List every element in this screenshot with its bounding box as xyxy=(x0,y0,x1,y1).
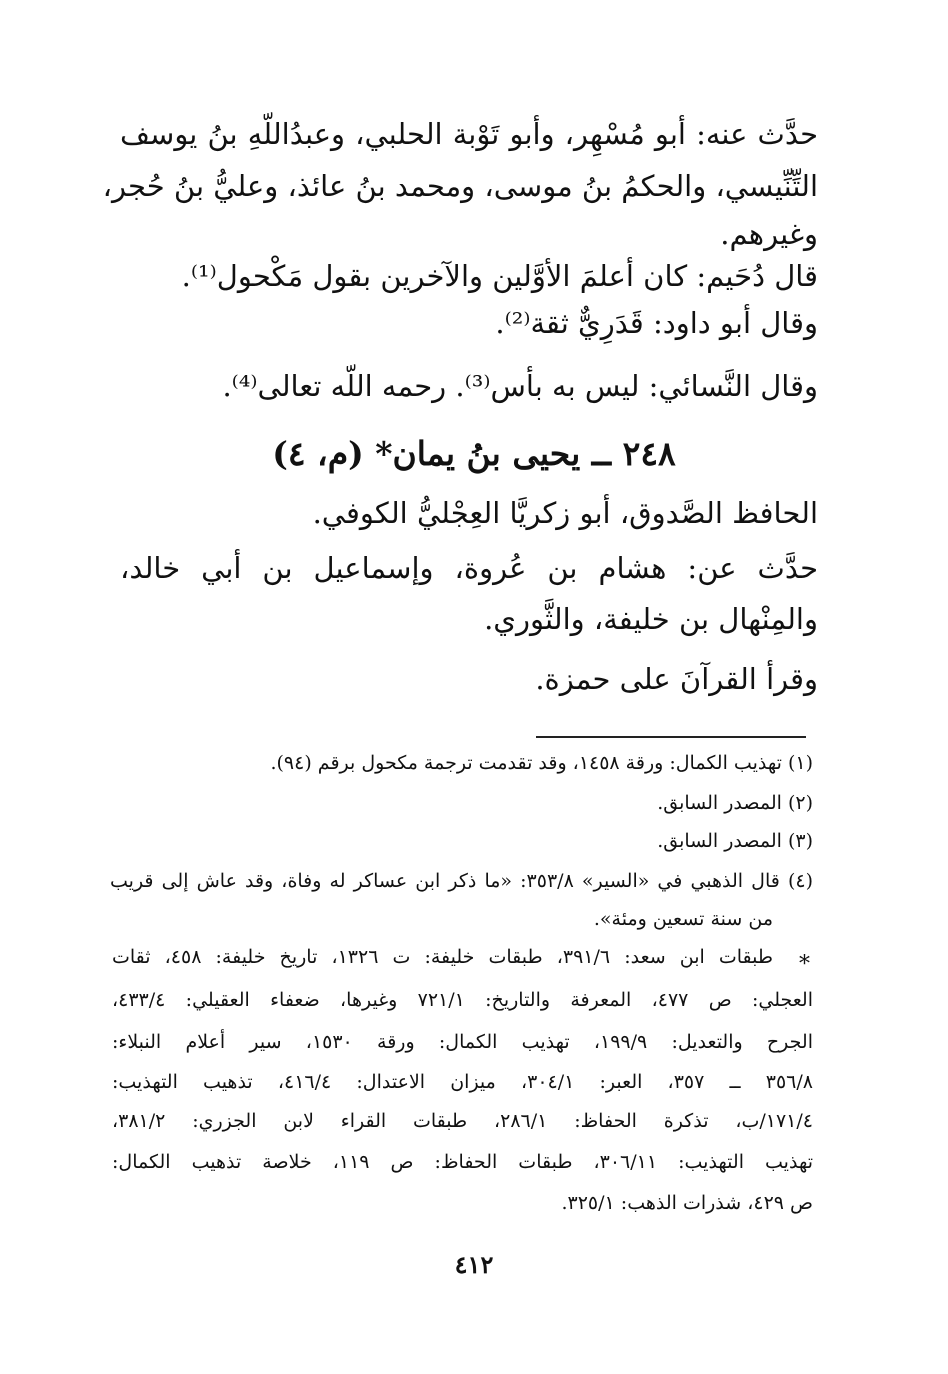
entry-line: وقرأ القرآنَ على حمزة. xyxy=(535,662,818,696)
sources-line xyxy=(112,985,813,1015)
footnote-text: تهذيب الكمال: ورقة ١٤٥٨، وقد تقدمت ترجمة مكحول برقم (٩٤). xyxy=(270,752,782,774)
footnote-4 xyxy=(110,866,813,896)
footnote-text: قال الذهبي في «السير» ٣٥٣/٨: «ما ذكر ابن عساكر له وفاة، وقد عاش إلى قريب xyxy=(110,870,780,892)
body-line: وقال أبو داود: قَدَرِيٌّ ثقة⁽²⁾. xyxy=(495,306,818,340)
sources-line xyxy=(112,1067,813,1097)
footnote-2 xyxy=(657,788,813,818)
sources-line xyxy=(112,942,773,972)
entry-line: الحافظ الصَّدوق، أبو زكريَّا العِجْليُّ الكوفي. xyxy=(312,496,818,530)
entry-line: حدَّث عن: هشام بن عُروة، وإسماعيل بن أبي خالد، xyxy=(120,551,818,585)
sources-text: ٣٥٦/٨ ــ ٣٥٧، العبر: ٣٠٤/١، ميزان الاعتدال: ٤١٦/٤، تذهيب التهذيب: xyxy=(112,1071,813,1093)
footnote-4-continuation: من سنة تسعين ومئة». xyxy=(593,908,773,930)
sources-line xyxy=(112,1106,813,1136)
sources-text: العجلي: ص ٤٧٧، المعرفة والتاريخ: ٧٢١/١ وغيرها، ضعفاء العقيلي: ٤٣٣/٤، xyxy=(112,989,813,1011)
sources-line xyxy=(112,1147,813,1177)
footnote-number: (٤) xyxy=(787,870,813,892)
sources-line xyxy=(112,1027,813,1057)
sources-text: تهذيب التهذيب: ٣٠٦/١١، طبقات الحفاظ: ص ١١٩، خلاصة تذهيب الكمال: xyxy=(112,1151,813,1173)
footnote-3 xyxy=(657,826,813,856)
body-line: حدَّث عنه: أبو مُسْهِر، وأبو تَوْبة الحلبي، وعبدُاللّهِ بنُ يوسف xyxy=(120,117,818,151)
entry-line: والمِنْهال بن خليفة، والثَّوري. xyxy=(484,602,818,636)
sources-line: ص ٤٢٩، شذرات الذهب: ٣٢٥/١. xyxy=(561,1192,813,1214)
body-line: التِّنِّيسي، والحكمُ بنُ موسى، ومحمد بنُ عائذ، وعليُّ بنُ حُجر، xyxy=(102,169,818,203)
sources-text: ١٧١/٤/ب، تذكرة الحفاظ: ٢٨٦/١، طبقات القراء لابن الجزري: ٣٨١/٢، xyxy=(112,1110,813,1132)
sources-marker: * xyxy=(799,952,810,977)
footnote-text: المصدر السابق. xyxy=(657,830,782,852)
entry-heading: ٢٤٨ ــ يحيى بنُ يمان* (م، ٤) xyxy=(272,434,676,473)
body-line: وغيرهم. xyxy=(720,217,818,251)
footnote-text: المصدر السابق. xyxy=(657,792,782,814)
sources-text: الجرح والتعديل: ١٩٩/٩، تهذيب الكمال: ورقة ١٥٣٠، سير أعلام النبلاء: xyxy=(112,1031,813,1053)
footnote-separator xyxy=(536,736,806,738)
footnote-number: (٣) xyxy=(787,830,813,852)
footnote-1 xyxy=(270,748,813,778)
body-line: وقال النَّسائي: ليس به بأس⁽³⁾. رحمه اللّه تعالى⁽⁴⁾. xyxy=(222,369,818,403)
body-line: قال دُحَيم: كان أعلمَ الأوَّلين والآخرين بقول مَكْحول⁽¹⁾. xyxy=(181,259,818,293)
page-number: ٤١٢ xyxy=(454,1250,494,1279)
footnote-number: (١) xyxy=(787,752,813,774)
sources-text: طبقات ابن سعد: ٣٩١/٦، طبقات خليفة: ت ١٣٢٦، تاريخ خليفة: ٤٥٨، ثقات xyxy=(112,946,773,968)
footnote-number: (٢) xyxy=(787,792,813,814)
